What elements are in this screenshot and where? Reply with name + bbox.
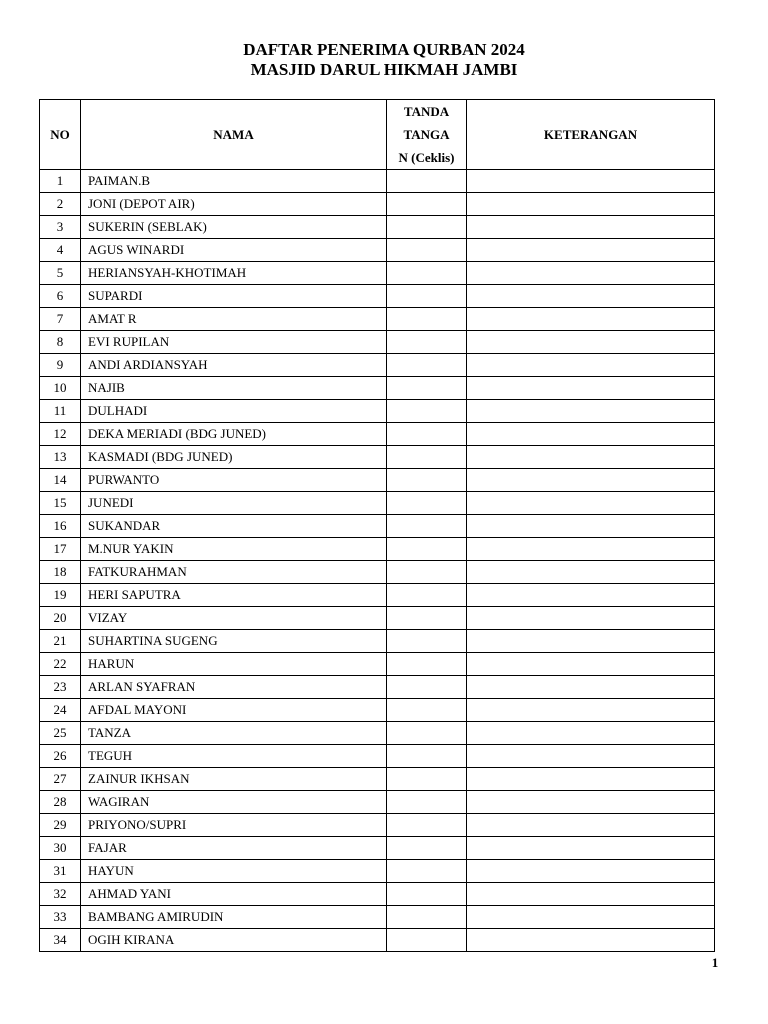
- recipient-name: WAGIRAN: [81, 791, 387, 814]
- row-number: 29: [40, 814, 81, 837]
- row-number: 32: [40, 883, 81, 906]
- remarks-cell[interactable]: [467, 791, 715, 814]
- table-row: [40, 768, 715, 791]
- row-number: 20: [40, 607, 81, 630]
- row-number: 9: [40, 354, 81, 377]
- row-number: 14: [40, 469, 81, 492]
- row-number: 5: [40, 262, 81, 285]
- recipient-name: ANDI ARDIANSYAH: [81, 354, 387, 377]
- table-row: [40, 469, 715, 492]
- table-row: [40, 699, 715, 722]
- table-row: [40, 906, 715, 929]
- remarks-cell[interactable]: [467, 653, 715, 676]
- table-row: [40, 653, 715, 676]
- remarks-cell[interactable]: [467, 929, 715, 952]
- remarks-cell[interactable]: [467, 860, 715, 883]
- column-header-no: NO: [40, 100, 81, 170]
- remarks-cell[interactable]: [467, 561, 715, 584]
- signature-cell[interactable]: [387, 745, 467, 768]
- remarks-cell[interactable]: [467, 607, 715, 630]
- row-number: 22: [40, 653, 81, 676]
- remarks-cell[interactable]: [467, 745, 715, 768]
- remarks-cell[interactable]: [467, 906, 715, 929]
- tanda-header-line-2: TANGA: [403, 127, 450, 142]
- row-number: 8: [40, 331, 81, 354]
- signature-cell[interactable]: [387, 584, 467, 607]
- recipient-name: PAIMAN.B: [81, 170, 387, 193]
- recipient-name: HAYUN: [81, 860, 387, 883]
- row-number: 10: [40, 377, 81, 400]
- table-row: [40, 860, 715, 883]
- remarks-cell[interactable]: [467, 722, 715, 745]
- table-row: [40, 929, 715, 952]
- signature-cell[interactable]: [387, 469, 467, 492]
- recipient-name: DEKA MERIADI (BDG JUNED): [81, 423, 387, 446]
- remarks-cell[interactable]: [467, 584, 715, 607]
- signature-cell[interactable]: [387, 630, 467, 653]
- recipient-name: OGIH KIRANA: [81, 929, 387, 952]
- recipient-name: HERIANSYAH-KHOTIMAH: [81, 262, 387, 285]
- table-row: [40, 837, 715, 860]
- signature-cell[interactable]: [387, 791, 467, 814]
- remarks-cell[interactable]: [467, 515, 715, 538]
- row-number: 30: [40, 837, 81, 860]
- signature-cell[interactable]: [387, 515, 467, 538]
- column-header-nama: NAMA: [81, 100, 387, 170]
- remarks-cell[interactable]: [467, 285, 715, 308]
- signature-cell[interactable]: [387, 285, 467, 308]
- signature-cell[interactable]: [387, 400, 467, 423]
- recipient-name: JONI (DEPOT AIR): [81, 193, 387, 216]
- row-number: 4: [40, 239, 81, 262]
- remarks-cell[interactable]: [467, 469, 715, 492]
- row-number: 28: [40, 791, 81, 814]
- row-number: 16: [40, 515, 81, 538]
- row-number: 3: [40, 216, 81, 239]
- tanda-header-line-3: N (Ceklis): [398, 150, 455, 165]
- row-number: 19: [40, 584, 81, 607]
- recipient-name: FAJAR: [81, 837, 387, 860]
- signature-cell[interactable]: [387, 262, 467, 285]
- row-number: 34: [40, 929, 81, 952]
- recipient-name: PRIYONO/SUPRI: [81, 814, 387, 837]
- row-number: 6: [40, 285, 81, 308]
- recipient-name: SUKANDAR: [81, 515, 387, 538]
- recipient-name: FATKURAHMAN: [81, 561, 387, 584]
- recipient-name: TANZA: [81, 722, 387, 745]
- signature-cell[interactable]: [387, 699, 467, 722]
- row-number: 21: [40, 630, 81, 653]
- recipient-name: JUNEDI: [81, 492, 387, 515]
- table-row: [40, 446, 715, 469]
- signature-cell[interactable]: [387, 538, 467, 561]
- page-number: 1: [711, 955, 719, 970]
- recipient-name: BAMBANG AMIRUDIN: [81, 906, 387, 929]
- signature-cell[interactable]: [387, 308, 467, 331]
- recipient-name: AFDAL MAYONI: [81, 699, 387, 722]
- remarks-cell[interactable]: [467, 193, 715, 216]
- remarks-cell[interactable]: [467, 814, 715, 837]
- signature-cell[interactable]: [387, 216, 467, 239]
- remarks-cell[interactable]: [467, 768, 715, 791]
- table-row: [40, 538, 715, 561]
- recipient-name: SUPARDI: [81, 285, 387, 308]
- table-row: [40, 883, 715, 906]
- signature-cell[interactable]: [387, 423, 467, 446]
- table-row: [40, 561, 715, 584]
- recipient-table: [39, 99, 715, 952]
- recipient-name: ARLAN SYAFRAN: [81, 676, 387, 699]
- row-number: 31: [40, 860, 81, 883]
- signature-cell[interactable]: [387, 768, 467, 791]
- table-row: [40, 354, 715, 377]
- table-row: [40, 492, 715, 515]
- signature-cell[interactable]: [387, 492, 467, 515]
- remarks-cell[interactable]: [467, 837, 715, 860]
- signature-cell[interactable]: [387, 929, 467, 952]
- table-row: [40, 745, 715, 768]
- table-row: [40, 308, 715, 331]
- remarks-cell[interactable]: [467, 883, 715, 906]
- recipient-name: AHMAD YANI: [81, 883, 387, 906]
- recipient-name: VIZAY: [81, 607, 387, 630]
- recipient-name: KASMADI (BDG JUNED): [81, 446, 387, 469]
- signature-cell[interactable]: [387, 331, 467, 354]
- remarks-cell[interactable]: [467, 676, 715, 699]
- remarks-cell[interactable]: [467, 423, 715, 446]
- row-number: 27: [40, 768, 81, 791]
- column-header-tanda-tangan: [387, 100, 467, 170]
- remarks-cell[interactable]: [467, 170, 715, 193]
- recipient-name: EVI RUPILAN: [81, 331, 387, 354]
- remarks-cell[interactable]: [467, 262, 715, 285]
- row-number: 12: [40, 423, 81, 446]
- remarks-cell[interactable]: [467, 699, 715, 722]
- table-row: [40, 193, 715, 216]
- table-row: [40, 331, 715, 354]
- recipient-name: SUKERIN (SEBLAK): [81, 216, 387, 239]
- signature-cell[interactable]: [387, 722, 467, 745]
- recipient-name: AMAT R: [81, 308, 387, 331]
- recipient-name: DULHADI: [81, 400, 387, 423]
- signature-cell[interactable]: [387, 607, 467, 630]
- recipient-name: M.NUR YAKIN: [81, 538, 387, 561]
- table-row: [40, 607, 715, 630]
- table-row: [40, 515, 715, 538]
- table-row: [40, 791, 715, 814]
- row-number: 2: [40, 193, 81, 216]
- row-number: 7: [40, 308, 81, 331]
- signature-cell[interactable]: [387, 446, 467, 469]
- recipient-name: AGUS WINARDI: [81, 239, 387, 262]
- row-number: 18: [40, 561, 81, 584]
- row-number: 26: [40, 745, 81, 768]
- table-row: [40, 630, 715, 653]
- remarks-cell[interactable]: [467, 400, 715, 423]
- recipient-name: HARUN: [81, 653, 387, 676]
- recipient-name: PURWANTO: [81, 469, 387, 492]
- signature-cell[interactable]: [387, 354, 467, 377]
- table-row: [40, 722, 715, 745]
- table-row: [40, 216, 715, 239]
- signature-cell[interactable]: [387, 837, 467, 860]
- column-header-keterangan: KETERANGAN: [467, 100, 715, 170]
- signature-cell[interactable]: [387, 860, 467, 883]
- signature-cell[interactable]: [387, 676, 467, 699]
- signature-cell[interactable]: [387, 906, 467, 929]
- remarks-cell[interactable]: [467, 492, 715, 515]
- table-row: [40, 423, 715, 446]
- signature-cell[interactable]: [387, 170, 467, 193]
- row-number: 13: [40, 446, 81, 469]
- row-number: 33: [40, 906, 81, 929]
- table-row: [40, 400, 715, 423]
- table-row: [40, 814, 715, 837]
- signature-cell[interactable]: [387, 653, 467, 676]
- table-row: [40, 584, 715, 607]
- row-number: 1: [40, 170, 81, 193]
- document-subtitle: MASJID DARUL HIKMAH JAMBI: [250, 60, 518, 79]
- table-row: [40, 170, 715, 193]
- remarks-cell[interactable]: [467, 308, 715, 331]
- table-row: [40, 262, 715, 285]
- signature-cell[interactable]: [387, 561, 467, 584]
- signature-cell[interactable]: [387, 814, 467, 837]
- remarks-cell[interactable]: [467, 377, 715, 400]
- recipient-name: HERI SAPUTRA: [81, 584, 387, 607]
- table-row: [40, 239, 715, 262]
- document-title: DAFTAR PENERIMA QURBAN 2024: [243, 40, 525, 59]
- row-number: 17: [40, 538, 81, 561]
- recipient-name: SUHARTINA SUGENG: [81, 630, 387, 653]
- recipient-name: TEGUH: [81, 745, 387, 768]
- row-number: 23: [40, 676, 81, 699]
- remarks-cell[interactable]: [467, 354, 715, 377]
- recipient-name: NAJIB: [81, 377, 387, 400]
- remarks-cell[interactable]: [467, 630, 715, 653]
- signature-cell[interactable]: [387, 883, 467, 906]
- remarks-cell[interactable]: [467, 538, 715, 561]
- remarks-cell[interactable]: [467, 331, 715, 354]
- remarks-cell[interactable]: [467, 446, 715, 469]
- table-row: [40, 676, 715, 699]
- row-number: 11: [40, 400, 81, 423]
- table-header-row: [40, 100, 715, 170]
- signature-cell[interactable]: [387, 239, 467, 262]
- recipient-name: ZAINUR IKHSAN: [81, 768, 387, 791]
- row-number: 24: [40, 699, 81, 722]
- row-number: 15: [40, 492, 81, 515]
- row-number: 25: [40, 722, 81, 745]
- table-row: [40, 377, 715, 400]
- signature-cell[interactable]: [387, 193, 467, 216]
- signature-cell[interactable]: [387, 377, 467, 400]
- remarks-cell[interactable]: [467, 239, 715, 262]
- remarks-cell[interactable]: [467, 216, 715, 239]
- table-row: [40, 285, 715, 308]
- tanda-header-line-1: TANDA: [403, 104, 450, 119]
